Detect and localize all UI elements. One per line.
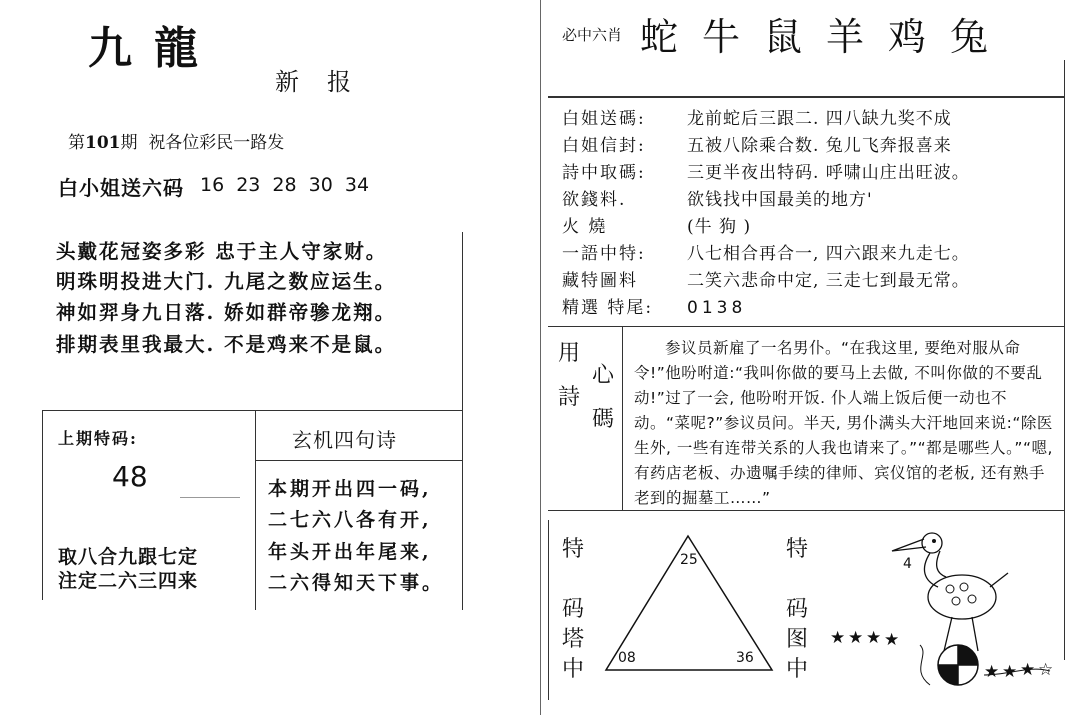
- star-icon: ★: [884, 630, 900, 650]
- tip-text: 三更半夜出特码. 呼啸山庄出旺波。: [687, 163, 970, 183]
- tip-row: [562, 293, 746, 318]
- ta-char: 中: [562, 657, 585, 682]
- last-special-code-value: 48: [112, 460, 148, 493]
- yongxin-char: 心: [592, 363, 615, 388]
- divider-rule: [255, 460, 462, 461]
- xuanji-line: 本期开出四一码,: [268, 478, 432, 500]
- ta-char: 特: [562, 537, 585, 562]
- tip-label: 白姐信封:: [562, 136, 646, 156]
- tip-row: [562, 239, 970, 264]
- tip-row: [562, 104, 952, 129]
- tip-text: 龙前蛇后三跟二. 四八缺九奖不成: [687, 109, 952, 129]
- bird-number: 4: [903, 556, 912, 572]
- star-icon: ★: [830, 628, 846, 648]
- xuanji-line: 二七六八各有开,: [268, 509, 432, 531]
- poem-line: 排期表里我最大. 不是鸡来不是鼠。: [56, 333, 397, 356]
- ta-char: 码: [562, 597, 585, 622]
- tu-char: 中: [786, 657, 809, 682]
- tip-text: 五被八除乘合数. 兔儿飞奔报喜来: [687, 136, 952, 156]
- divider-rule: [548, 520, 549, 700]
- ta-char: 塔: [562, 627, 585, 652]
- star-icon: ★: [1020, 660, 1036, 680]
- tu-char: 特: [786, 537, 809, 562]
- issue-prefix: 第: [68, 133, 85, 153]
- divider-rule: [255, 410, 256, 610]
- poem-line: 明珠明投进大门. 九尾之数应运生。: [56, 270, 397, 293]
- tip-text: 二笑六悲命中定, 三走七到最无常。: [687, 271, 970, 291]
- six-code-label: 白小姐送六码: [58, 176, 184, 200]
- zodiac-animals: 蛇牛鼠羊鸡兔: [640, 15, 1013, 59]
- tip-label: 一語中特:: [562, 244, 646, 264]
- divider-rule: [548, 96, 1064, 98]
- tip-label: 欲錢料.: [562, 190, 627, 210]
- issue-line: [68, 128, 284, 153]
- tip-label: 精選 特尾:: [562, 298, 654, 318]
- tip-row: [562, 266, 970, 291]
- star-icon: ☆: [1038, 660, 1054, 680]
- divider-rule: [42, 410, 462, 411]
- divider-rule: [462, 232, 463, 610]
- divider-rule: [622, 326, 623, 510]
- tip-row: [562, 131, 952, 156]
- poem-line: 头戴花冠姿多彩 忠于主人守家财。: [56, 240, 388, 263]
- yongxin-char: 用: [558, 341, 581, 366]
- star-icon: ★: [866, 628, 882, 648]
- tip-label: 藏特圖料: [562, 271, 638, 291]
- tip-row: [562, 185, 873, 210]
- tip-text: (牛 狗 ): [687, 217, 752, 237]
- last-special-code-label: 上期特码:: [58, 429, 138, 448]
- tu-char: 码: [786, 597, 809, 622]
- xuanji-title: 玄机四句诗: [292, 428, 397, 452]
- tu-char: 图: [786, 627, 809, 652]
- tip-label: 詩中取碼:: [562, 163, 646, 183]
- issue-greeting: 祝各位彩民一路发: [148, 133, 285, 153]
- yongxin-char: 碼: [592, 407, 615, 432]
- divider-rule: [180, 497, 240, 498]
- star-icon: ★: [1002, 662, 1018, 682]
- tip-text: 八七相合再合一, 四六跟来九走七。: [687, 244, 970, 264]
- issue-suffix: 期: [120, 133, 138, 153]
- star-icon: ★: [984, 662, 1000, 682]
- xuanji-line: 年头开出年尾来,: [268, 541, 432, 563]
- divider-rule: [42, 410, 43, 600]
- triangle-right-number: 36: [736, 650, 754, 666]
- xuanji-line: 二六得知天下事。: [268, 572, 445, 594]
- tip-label: 白姐送碼:: [562, 109, 646, 129]
- tip-row: [562, 158, 970, 183]
- tip-label: 火 燒: [562, 217, 608, 237]
- divider-rule: [1064, 60, 1065, 660]
- six-code-numbers: 16 23 28 30 34: [200, 174, 370, 196]
- divider-rule: [548, 326, 1064, 327]
- page-gutter: [540, 0, 541, 715]
- newspaper-subtitle: 新报: [275, 68, 379, 96]
- verse-line: 注定二六三四来: [58, 570, 199, 592]
- tip-text: 欲钱找中国最美的地方': [687, 190, 873, 210]
- tip-row: [562, 212, 751, 237]
- yongxin-char: 詩: [558, 385, 581, 410]
- verse-line: 取八合九跟七定: [58, 546, 199, 568]
- poem-line: 神如羿身九日落. 娇如群帝骖龙翔。: [56, 301, 397, 324]
- newspaper-logo: 九龍: [88, 23, 220, 74]
- zodiac-label: 必中六肖: [562, 26, 623, 44]
- triangle-left-number: 08: [618, 650, 636, 666]
- story-text: 参议员新雇了一名男仆。“在我这里, 要绝对服从命令!”他吩咐道:“我叫你做的要马上去做, 不叫你做的不要乱动!”过了一会, 他吩咐开饭. 仆人端上饭后便一动也不动。“菜呢?”参议员问。半天, 男仆满头大汗地回来说:“除医生外, 一些有连带关系的人我也请来了。”“都是哪些人。”“嗯, 有药店老板、办遗嘱手续的律师、宾仪馆的老板, 还有熟手老到的掘墓工……”: [634, 339, 1053, 507]
- issue-number: 101: [85, 133, 121, 153]
- tip-text: 0138: [687, 298, 747, 318]
- star-icon: ★: [848, 628, 864, 648]
- triangle-top-number: 25: [680, 552, 698, 568]
